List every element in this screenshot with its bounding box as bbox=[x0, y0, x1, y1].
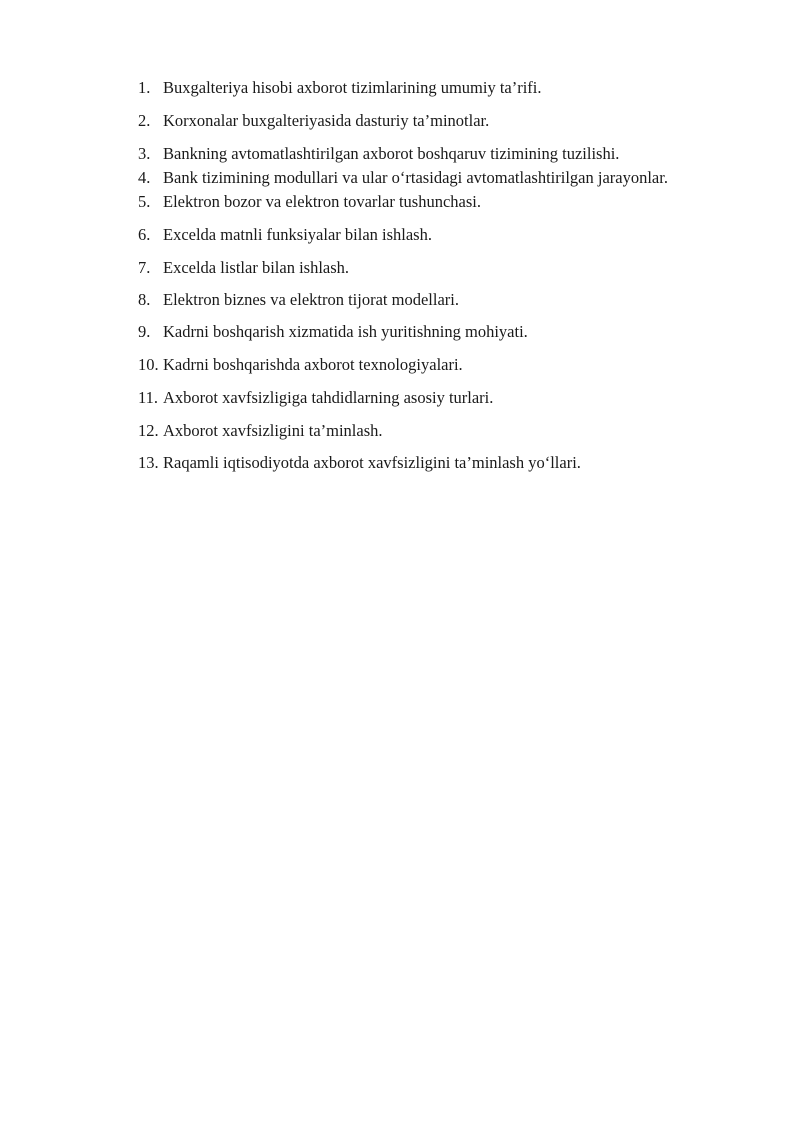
list-item-text: Axborot xavfsizligini ta’minlash. bbox=[163, 421, 383, 440]
list-item-number: 7. bbox=[138, 258, 151, 277]
list-item-text: Bank tizimining modullari va ular o‘rtasidagi avtomatlashtirilgan jarayonlar. bbox=[163, 168, 668, 187]
list-item-text: Excelda matnli funksiyalar bilan ishlash. bbox=[163, 225, 432, 244]
list-item-text: Bankning avtomatlashtirilgan axborot boshqaruv tizimining tuzilishi. bbox=[163, 144, 620, 163]
list-item-text: Buxgalteriya hisobi axborot tizimlarining umumiy ta’rifi. bbox=[163, 78, 542, 97]
list-item-number: 11. bbox=[138, 388, 159, 407]
list-item-number: 6. bbox=[138, 225, 151, 244]
list-item-text: Kadrni boshqarishda axborot texnologiyalari. bbox=[163, 355, 463, 374]
list-item-number: 4. bbox=[138, 168, 151, 187]
list-item-number: 2. bbox=[138, 111, 151, 130]
list-item-number: 1. bbox=[138, 78, 151, 97]
list-item-text: Raqamli iqtisodiyotda axborot xavfsizligini ta’minlash yo‘llari. bbox=[163, 453, 581, 472]
list-item-number: 8. bbox=[138, 290, 151, 309]
list-item-number: 9. bbox=[138, 322, 151, 341]
list-item-text: Elektron biznes va elektron tijorat modellari. bbox=[163, 290, 459, 309]
list-item-text: Kadrni boshqarish xizmatida ish yuritishning mohiyati. bbox=[163, 322, 528, 341]
list-item-number: 13. bbox=[138, 453, 159, 472]
list-item-number: 3. bbox=[138, 144, 151, 163]
list-item-number: 5. bbox=[138, 192, 151, 211]
list-item-number: 10. bbox=[138, 355, 159, 374]
list-item-text: Elektron bozor va elektron tovarlar tushunchasi. bbox=[163, 192, 481, 211]
list-item-text: Excelda listlar bilan ishlash. bbox=[163, 258, 350, 277]
list-item-text: Axborot xavfsizligiga tahdidlarning asosiy turlari. bbox=[163, 388, 494, 407]
list-item-number: 12. bbox=[138, 421, 159, 440]
list-item-text: Korxonalar buxgalteriyasida dasturiy ta’minotlar. bbox=[163, 111, 490, 130]
